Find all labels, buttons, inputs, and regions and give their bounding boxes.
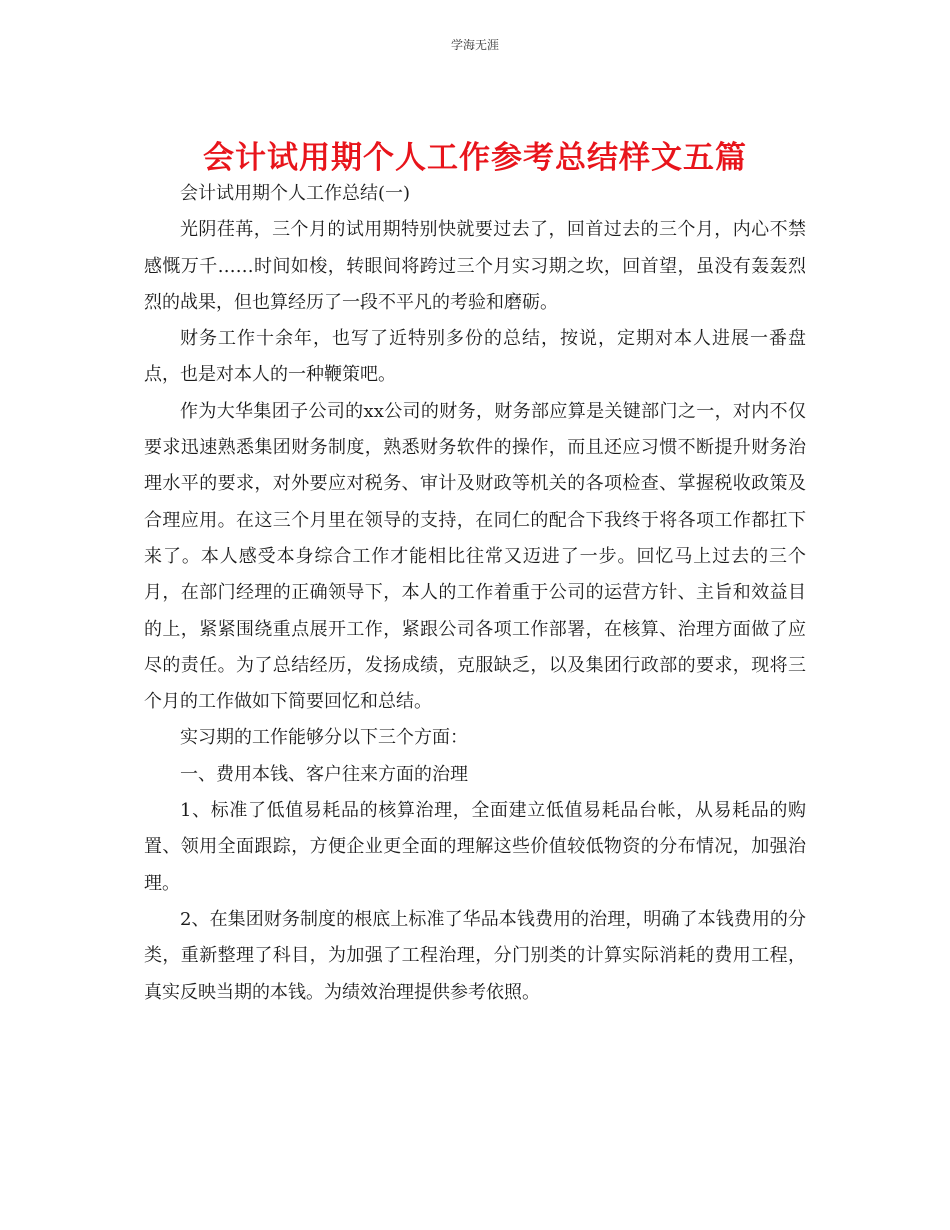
list-item: 2、在集团财务制度的根底上标准了华品本钱费用的治理，明确了本钱费用的分类，重新整理了科目，为加强了工程治理，分门别类的计算实际消耗的费用工程，真实反映当期的本钱。为绩效治理提供参考依照。 <box>144 908 806 1003</box>
document-body <box>144 176 806 1011</box>
paragraph: 财务工作十余年，也写了近特别多份的总结，按说，定期对本人进展一番盘点，也是对本人的一种鞭策吧。 <box>144 328 806 386</box>
list-item: 1、标准了低值易耗品的核算治理，全面建立低值易耗品台帐，从易耗品的购置、领用全面跟踪，方便企业更全面的理解这些价值较低物资的分布情况，加强治理。 <box>144 800 806 894</box>
subsection-heading: 一、费用本钱、客户往来方面的治理 <box>180 763 468 785</box>
paragraph: 实习期的工作能够分以下三个方面： <box>180 727 468 749</box>
section-heading: 会计试用期个人工作总结(一) <box>180 183 411 204</box>
paragraph: 光阴荏苒，三个月的试用期特别快就要过去了，回首过去的三个月，内心不禁感慨万千……时间如梭，转眼间将跨过三个月实习期之坎，回首望，虽没有轰轰烈烈的战果，但也算经历了一段不平凡的考验和磨砺。 <box>144 219 806 313</box>
paragraph: 作为大华集团子公司的xx公司的财务，财务部应算是关键部门之一，对内不仅要求迅速熟悉集团财务制度，熟悉财务软件的操作，而且还应习惯不断提升财务治理水平的要求，对外要应对税务、审计及财政等机关的各项检查、掌握税收政策及合理应用。在这三个月里在领导的支持，在同仁的配合下我终于将各项工作都扛下来了。本人感受本身综合工作才能相比往常又迈进了一步。回忆马上过去的三个月，在部门经理的正确领导下，本人的工作着重于公司的运营方针、主旨和效益目的上，紧紧围绕重点展开工作，紧跟公司各项工作部署，在核算、治理方面做了应尽的责任。为了总结经历，发扬成绩，克服缺乏，以及集团行政部的要求，现将三个月的工作做如下简要回忆和总结。 <box>144 400 806 713</box>
page-header: 学海无涯 <box>450 38 499 52</box>
document-title: 会计试用期个人工作参考总结样文五篇 <box>203 140 747 176</box>
